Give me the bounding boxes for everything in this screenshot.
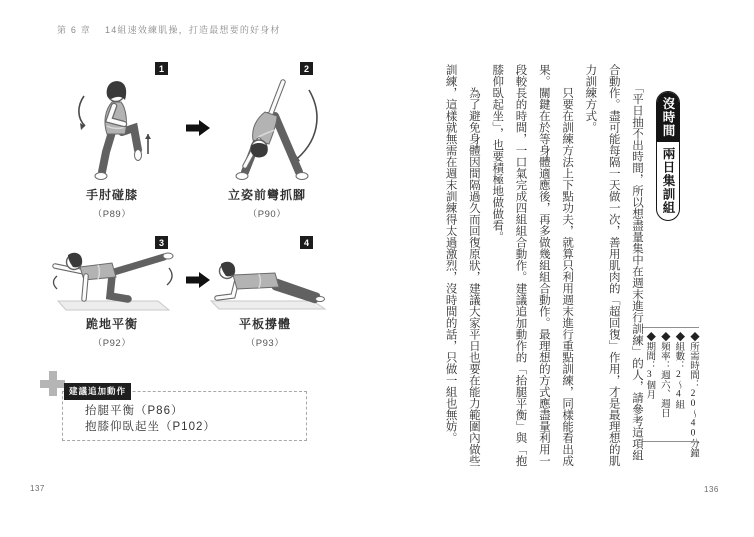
info-item: ◆頻率：週六、週日 [658, 332, 669, 418]
info-rule-bottom [642, 441, 699, 442]
curve-arrow-icon [79, 96, 85, 126]
body-column: 合動作。盡可能每隔一天做一次，善用肌肉的「超回復」作用，才是最理想的肌 [607, 64, 620, 467]
title-badge-bottom-text: 兩日集訓組 [661, 147, 675, 215]
exercise-3-badge: 3 [155, 236, 168, 249]
exercise-page-ref: （P93） [245, 338, 285, 349]
exercise-page-ref: （P92） [92, 338, 132, 349]
hair [251, 143, 268, 157]
exercise-3-figure [48, 246, 178, 314]
exercise-1-label [57, 186, 167, 220]
info-item: ◆所需時間：20～40分鐘 [688, 332, 698, 458]
exercise-2-figure [215, 74, 325, 186]
curve-arrow-icon [293, 90, 317, 162]
body-column: 膝仰臥起坐」，也要積極地做做看。 [491, 64, 504, 243]
exercise-4-figure [203, 256, 333, 314]
section-title-badge [656, 91, 680, 221]
up-arrow-icon [145, 134, 151, 139]
mat [58, 301, 169, 310]
exercise-4-badge: 4 [300, 236, 313, 249]
body-column: 只要在訓練方法上下點功夫，就算只利用週末進行重點訓練，同樣能看出成 [561, 64, 574, 467]
body-column: 力訓練方式。 [584, 64, 597, 133]
body-column: 為了避免身體因間隔過久而回復原狀，建議大家平日也要在能力範圍內做些 [467, 64, 480, 467]
title-badge-bottom [657, 142, 679, 220]
exercise-name: 立姿前彎抓腳 [227, 188, 306, 202]
exercise-name: 跪地平衡 [85, 317, 138, 331]
exercise-2-badge: 2 [300, 62, 313, 75]
body-text [437, 64, 648, 471]
exercise-3-label [57, 315, 167, 349]
suggestion-item: 抱膝仰臥起坐（P102） [85, 421, 216, 433]
running-header [57, 23, 281, 36]
exercise-1-badge: 1 [155, 62, 168, 75]
mat [211, 301, 325, 309]
page-number-right: 136 [704, 485, 719, 494]
exercise-4-label [210, 315, 320, 349]
chapter-title: 14組速效練肌操，打造最想要的好身材 [105, 25, 281, 35]
info-list [640, 332, 700, 458]
step-arrow-icon [185, 119, 211, 137]
title-badge-top [657, 92, 679, 142]
page-number-left: 137 [30, 484, 45, 493]
suggestion-tag: 建議追加動作 [64, 383, 131, 400]
body-column: 「平日抽不出時間，所以想盡量集中在週末進行訓練」的人，請參考這項組 [631, 64, 643, 461]
body-column: 果。關鍵在於等身體適應後，再多做幾組組合動作。最理想的方式應盡量利用一 [537, 64, 550, 467]
info-item: ◆組數：2～4組 [673, 332, 684, 409]
exercise-name: 手肘碰膝 [85, 188, 138, 202]
chapter-label: 第 6 章 [57, 25, 92, 35]
title-badge-top-text: 沒時間 [661, 96, 675, 138]
exercise-page-ref: （P90） [247, 209, 287, 220]
suggestion-item: 抬腿平衡（P86） [85, 405, 184, 417]
exercise-name: 平板撐體 [238, 317, 291, 331]
step-arrow-icon [185, 271, 211, 289]
info-item: ◆期間：3個月 [644, 332, 655, 399]
body-column: 訓練，這樣就無需在週末訓練得太過激烈，沒時間的話，只做一組也無妨。 [444, 64, 457, 444]
info-rule-top [642, 327, 699, 328]
exercise-page-ref: （P89） [92, 209, 132, 220]
exercise-2-label [212, 186, 322, 220]
exercise-1-figure [68, 76, 172, 186]
body-column: 段較長的時間，一口氣完成四組組合動作。建議追加動作的「抬腿平衡」與「抱 [514, 64, 527, 467]
